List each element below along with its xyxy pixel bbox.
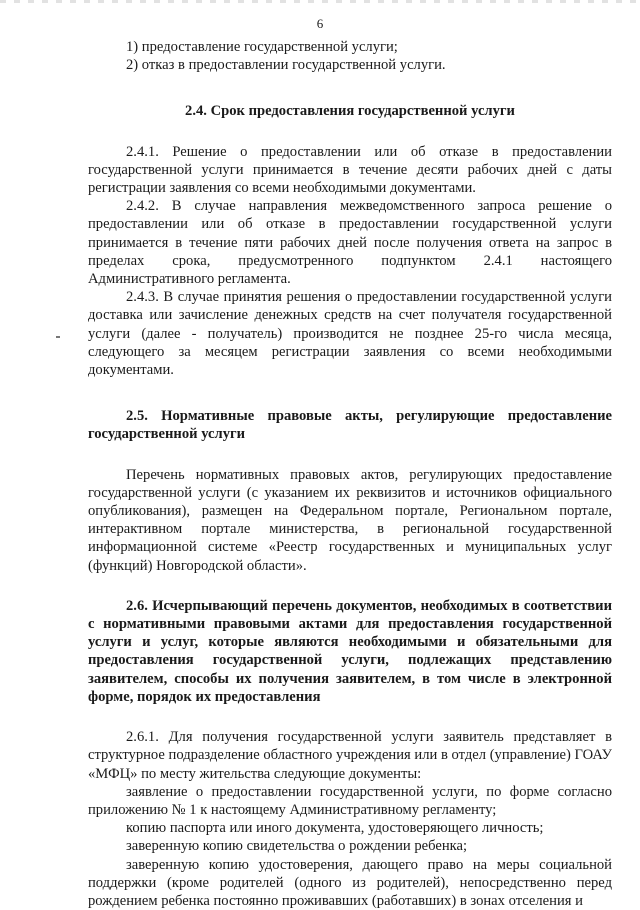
section-heading-2-4: 2.4. Срок предоставления государственной услуги [185,103,515,120]
paragraph-2-6-1: 2.6.1. Для получения государственной услуги заявитель представляет в структурное подразделение областного учреждения или в отдел (управление) ГОАУ «МФЦ» по месту жительства следующие документы: [88,729,612,782]
page-number: 6 [316,16,324,31]
paragraph-2-4-3: 2.4.3. В случае принятия решения о предоставлении государственной услуги доставка или зачисление денежных средств на счет получателя государственной услуги (далее - получатель) производится не позднее 25-го числа месяца, следующего за месяцем регистрации заявления со всеми необходимыми документами. [88,289,612,379]
paragraph-2-5: Перечень нормативных правовых актов, регулирующих предоставление государственной услуги (с указанием их реквизитов и источников официального опубликования), размещен на Федеральном портале, Региональном портале, интерактивном портале министерства, в региональной государственной информационной системе «Реестр государственных и муниципальных услуг (функций) Новгородской области». [88,466,612,574]
section-heading-2-6: 2.6. Исчерпывающий перечень документов, необходимых в соответствии с нормативными правовыми актами для предоставления государственной услуги и услуг, которые являются необходимыми и обязательными для предоставления государственной услуги, подлежащих представлению заявителем, способы их получения заявителем, в том числе в электронной форме, порядок их предоставления [88,597,612,705]
margin-mark [56,336,60,338]
list-item: 1) предоставление государственной услуги; [126,39,398,55]
document-item-passport: копию паспорта или иного документа, удостоверяющего личность; [126,820,544,837]
document-body [88,38,612,910]
document-item-certificate: заверенную копию удостоверения, дающего право на меры социальной поддержки (кроме родителей (одного из родителей), непосредственно перед рождением ребенка постоянно проживавших (работавших) в зонах отселения и [88,856,612,909]
scan-edge-artifact [0,0,640,3]
list-item: 2) отказ в предоставлении государственной услуги. [126,57,446,74]
section-heading-2-5: 2.5. Нормативные правовые акты, регулирующие предоставление государственной услуги [88,408,612,443]
document-item-application: заявление о предоставлении государственной услуги, по форме согласно приложению № 1 к настоящему Административному регламенту; [88,783,612,818]
paragraph-2-4-1: 2.4.1. Решение о предоставлении или об отказе в предоставлении государственной услуги принимается в течение десяти рабочих дней с даты регистрации заявления со всеми необходимыми документами. [88,143,612,197]
document-item-birth-certificate: заверенную копию свидетельства о рождении ребенка; [126,838,468,855]
paragraph-2-4-2: 2.4.2. В случае направления межведомственного запроса решение о предоставлении или об отказе в предоставлении государственной услуги принимается в течение пяти рабочих дней после получения ответа на запрос в пределах срока, предусмотренного подпунктом 2.4.1 настоящего Административного регламента. [88,198,612,288]
